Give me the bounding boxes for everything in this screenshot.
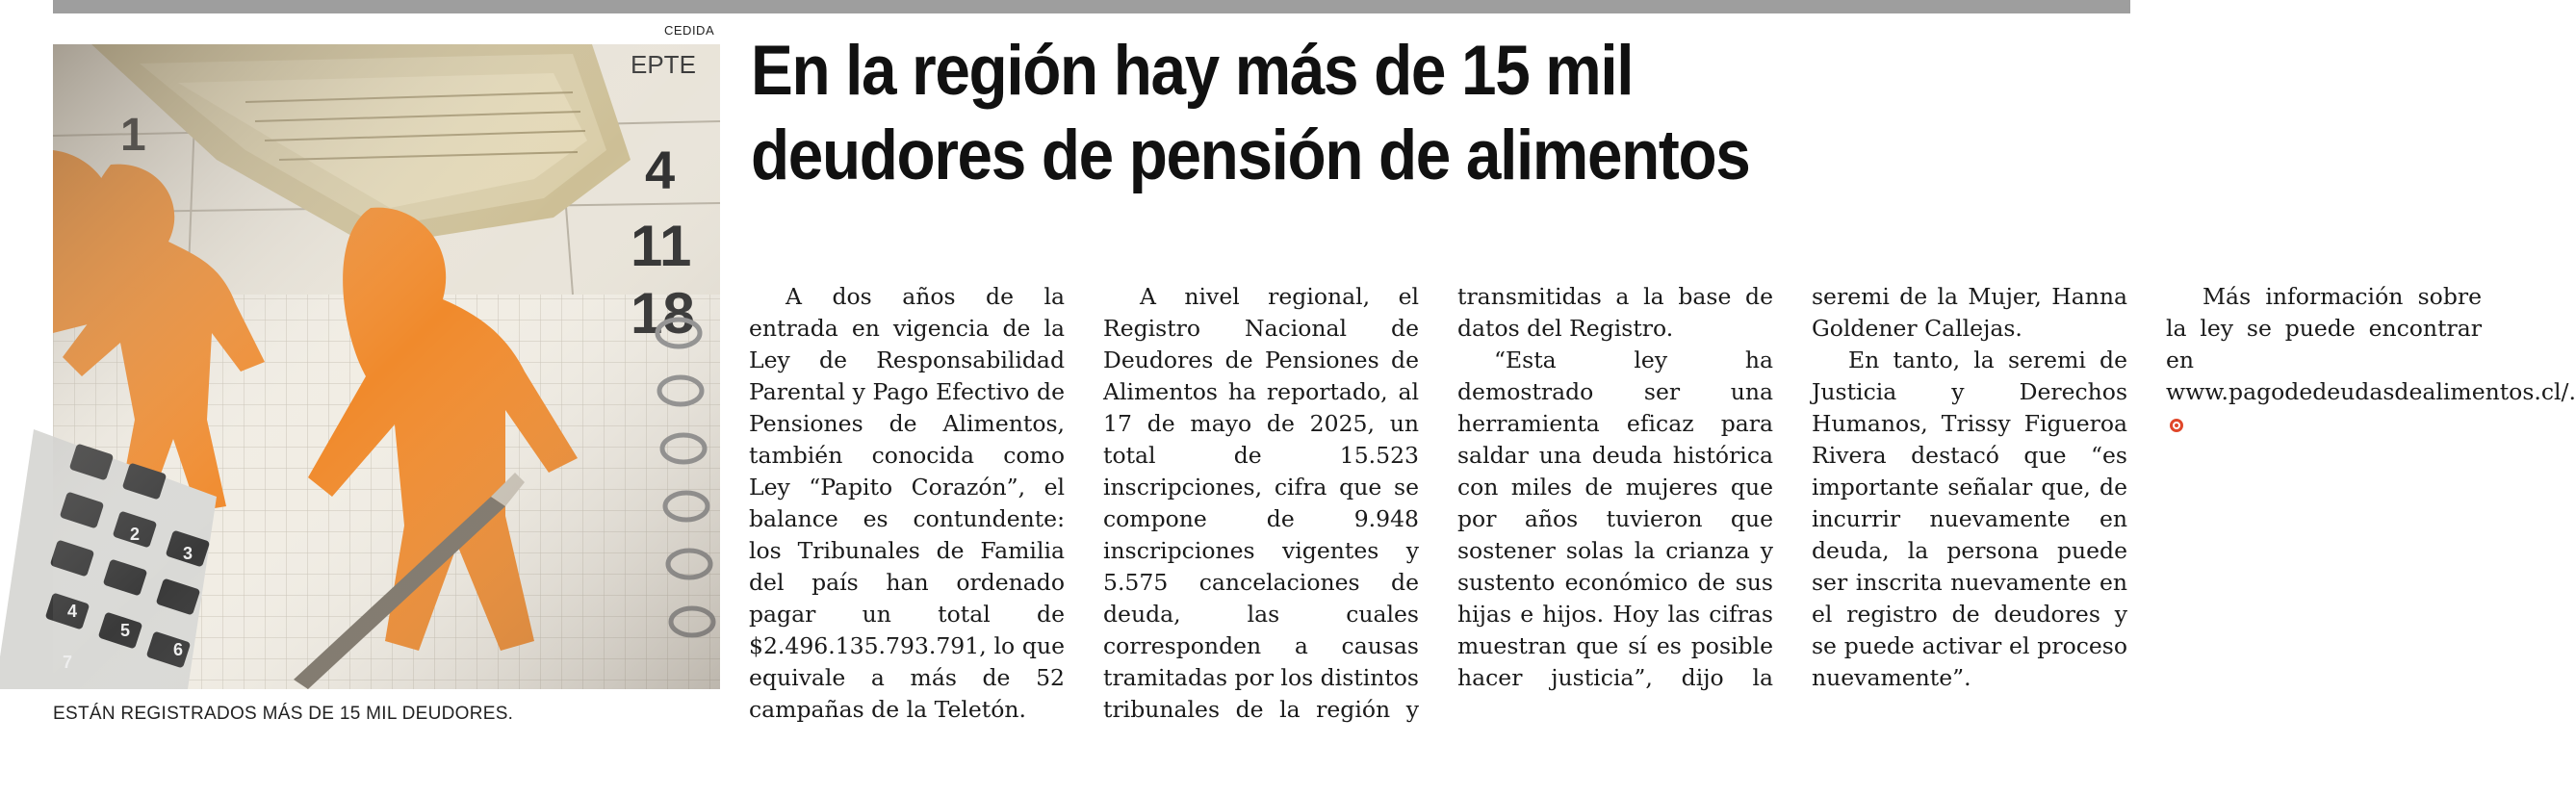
paragraph-5 xyxy=(2166,281,2576,440)
article-photo xyxy=(53,44,720,689)
top-rule xyxy=(53,0,2130,13)
paragraph-2: A nivel regional, el Registro Nacional de Deudores de Pensiones de Alimentos ha reportado, al 17 de mayo de 2025, un total de 15.523 inscripciones, cifra que se compone de 9.948 inscripciones vigentes y 5.575 cancelaciones de deuda, las cuales corresponden a causas tramitadas por los distintos tribunales de la región y transmitidas a la base de datos del Registro. xyxy=(1103,283,1773,723)
photo-credit: CEDIDA xyxy=(664,23,715,38)
paragraph-4: En tanto, la seremi de Justicia y Derechos Humanos, Trissy Figueroa Rivera destacó que “es importante señalar que, de incurrir nuevamente en deuda, la persona puede ser inscrita nuevamente en el registro de deudores y se puede activar el proceso nuevamente”. xyxy=(1812,347,2127,691)
end-of-article-icon xyxy=(2170,419,2183,432)
headline xyxy=(751,29,1998,198)
article-body xyxy=(749,281,2576,733)
paragraph-5-text: Más información sobre la ley se puede encontrar en www.pagodedeudasdealimentos.cl/. xyxy=(2166,283,2576,405)
photo-caption: ESTÁN REGISTRADOS MÁS DE 15 MIL DEUDORES. xyxy=(53,704,514,724)
headline-line-2: deudores de pensión de alimentos xyxy=(751,116,1750,194)
headline-line-1: En la región hay más de 15 mil xyxy=(751,32,1634,110)
photo-illustration xyxy=(53,44,720,689)
paragraph-3: “Esta ley ha demostrado ser una herramienta eficaz para saldar una deuda histórica con miles de mujeres que por años tuvieron que sostener solas la crianza y sustento económico de sus hijas e hijos. Hoy las cifras muestran que sí es posible hacer justicia”, dijo la seremi de la Mujer, Hanna Goldener Callejas. xyxy=(1457,283,2127,691)
paragraph-1: A dos años de la entrada en vigencia de la Ley de Responsabilidad Parental y Pago Efectivo de Pensiones de Alimentos, también conocida como Ley “Papito Corazón”, el balance es contundente: los Tribunales de Familia del país han ordenado pagar un total de $2.496.135.793.791, lo que equivale a más de 52 campañas de la Teletón. xyxy=(749,283,1065,723)
